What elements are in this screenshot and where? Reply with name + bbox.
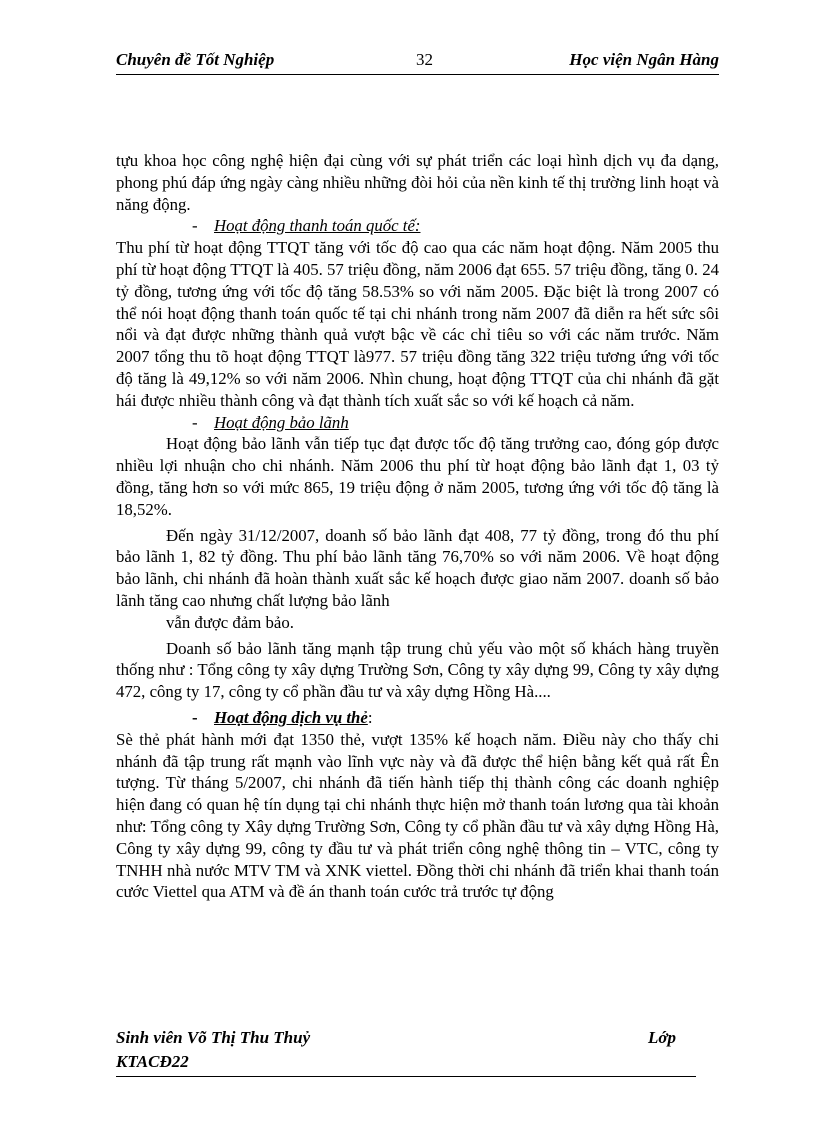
- footer-student-name: Sinh viên Võ Thị Thu Thuỷ: [116, 1028, 311, 1047]
- guarantee-paragraph-2: Đến ngày 31/12/2007, doanh số bảo lãnh đạt 408, 77 tỷ đồng, trong đó thu phí bảo lãnh 1, 82 tỷ đồng. Thu phí bảo lãnh tăng 76,70% so với năm 2006. Về hoạt động bảo lãnh, chi nhánh đã hoàn thành xuất sắc kế hoạch được giao năm 2007. doanh số bảo lãnh tăng cao nhưng chất lượng bảo lãnh: [116, 525, 719, 610]
- intro-paragraph: tựu khoa học công nghệ hiện đại cùng với sự phát triển các loại hình dịch vụ đa dạng, phong phú đáp ứng ngày càng nhiều những đòi hỏi của nền kinh tế thị trường linh hoạt và năng động.: [116, 151, 719, 214]
- guarantee-paragraph-3: Doanh số bảo lãnh tăng mạnh tập trung chủ yếu vào một số khách hàng truyền thống như : Tổng công ty xây dựng Trường Sơn, Công ty xây dựng 99, Công ty xây dựng 472, công ty 17, công ty cổ phần đầu tư và xây dựng Hồng Hà....: [116, 638, 719, 702]
- footer-class-code: KTACĐ22: [116, 1052, 189, 1071]
- section-title: Hoạt động bảo lãnh: [214, 412, 349, 432]
- payment-paragraph: Thu phí từ hoạt động TTQT tăng với tốc độ cao qua các năm hoạt động. Năm 2005 thu phí từ hoạt động TTQT là 405. 57 triệu đồng, năm 2006 đạt 655. 57 triệu đồng, tăng 0. 24 tỷ đồng, tương ứng với tốc độ tăng 58.53% so với năm 2005. Đặc biệt là trong 2007 có thể nói hoạt động thanh toán quốc tế tại chi nhánh trong năm 2007 đã diễn ra hết sức sôi nổi và đạt được những thành quả vượt bậc về các chỉ tiêu so với các năm trước. Năm 2007 tổng thu tõ hoạt động TTQT là977. 57 triệu đồng tăng 322 triệu tương ứng với tốc độ tăng là 49,12% so với năm 2006. Nhìn chung, hoạt động TTQT của chi nhánh đã gặt hái được nhiều thành công và đạt thành tích xuất sắc so với kế hoạch cả năm.: [116, 238, 719, 410]
- header-right-title: Học viện Ngân Hàng: [569, 50, 719, 69]
- footer-class-label: Lớp: [648, 1028, 677, 1047]
- section-heading-card: [116, 707, 719, 729]
- section-title-colon: :: [367, 707, 373, 727]
- guarantee-paragraph-2-end: vẫn được đảm bảo.: [166, 612, 294, 632]
- bullet-dash: -: [192, 707, 198, 727]
- card-paragraph: Sè thẻ phát hành mới đạt 1350 thẻ, vượt 135% kế hoạch năm. Điều này cho thấy chi nhánh đã tập trung rất mạnh vào lĩnh vực này và đã được thể hiện bằng kết quả rất Ên tượng. Từ tháng 5/2007, chi nhánh đã tiến hành tiếp thị thành công các doanh nghiệp hiện đang có quan hệ tín dụng tại chi nhánh thực hiện mở thanh toán lương qua tài khoản như: Tổng công ty Xây dựng Trường Sơn, Công ty cổ phần đầu tư và xây dựng Hồng Hà, Công ty xây dựng 99, công ty đầu tư và phát triển công nghệ thông tin – VTC, công ty TNHH nhà nước MTV TM và XNK viettel. Đồng thời chi nhánh đã triển khai thanh toán cước Viettel qua ATM và đề án thanh toán cước trả trước tự động: [116, 729, 719, 902]
- header-left-title: Chuyên đề Tốt Nghiệp: [116, 50, 275, 69]
- document-body: [116, 150, 719, 903]
- bullet-dash: -: [192, 412, 198, 432]
- page-footer: [116, 1028, 696, 1077]
- section-heading-guarantee: [116, 412, 719, 434]
- bullet-dash: -: [192, 216, 198, 236]
- page-header: [116, 48, 719, 75]
- page-number: 32: [416, 50, 433, 69]
- guarantee-paragraph-1: Hoạt động bảo lãnh vẫn tiếp tục đạt được tốc độ tăng trưởng cao, đóng góp được nhiều lợi nhuận cho chi nhánh. Năm 2006 thu phí từ hoạt động bảo lãnh đạt 1, 03 tỷ đồng, tăng hơn so với mức 865, 19 triệu động ở năm 2005, tương ứng với tốc độ tăng là 18,52%.: [116, 434, 719, 519]
- section-heading-payment: [116, 215, 719, 237]
- section-title: Hoạt động dịch vụ thẻ: [214, 707, 368, 727]
- section-title: Hoạt động thanh toán quốc tế:: [214, 216, 421, 236]
